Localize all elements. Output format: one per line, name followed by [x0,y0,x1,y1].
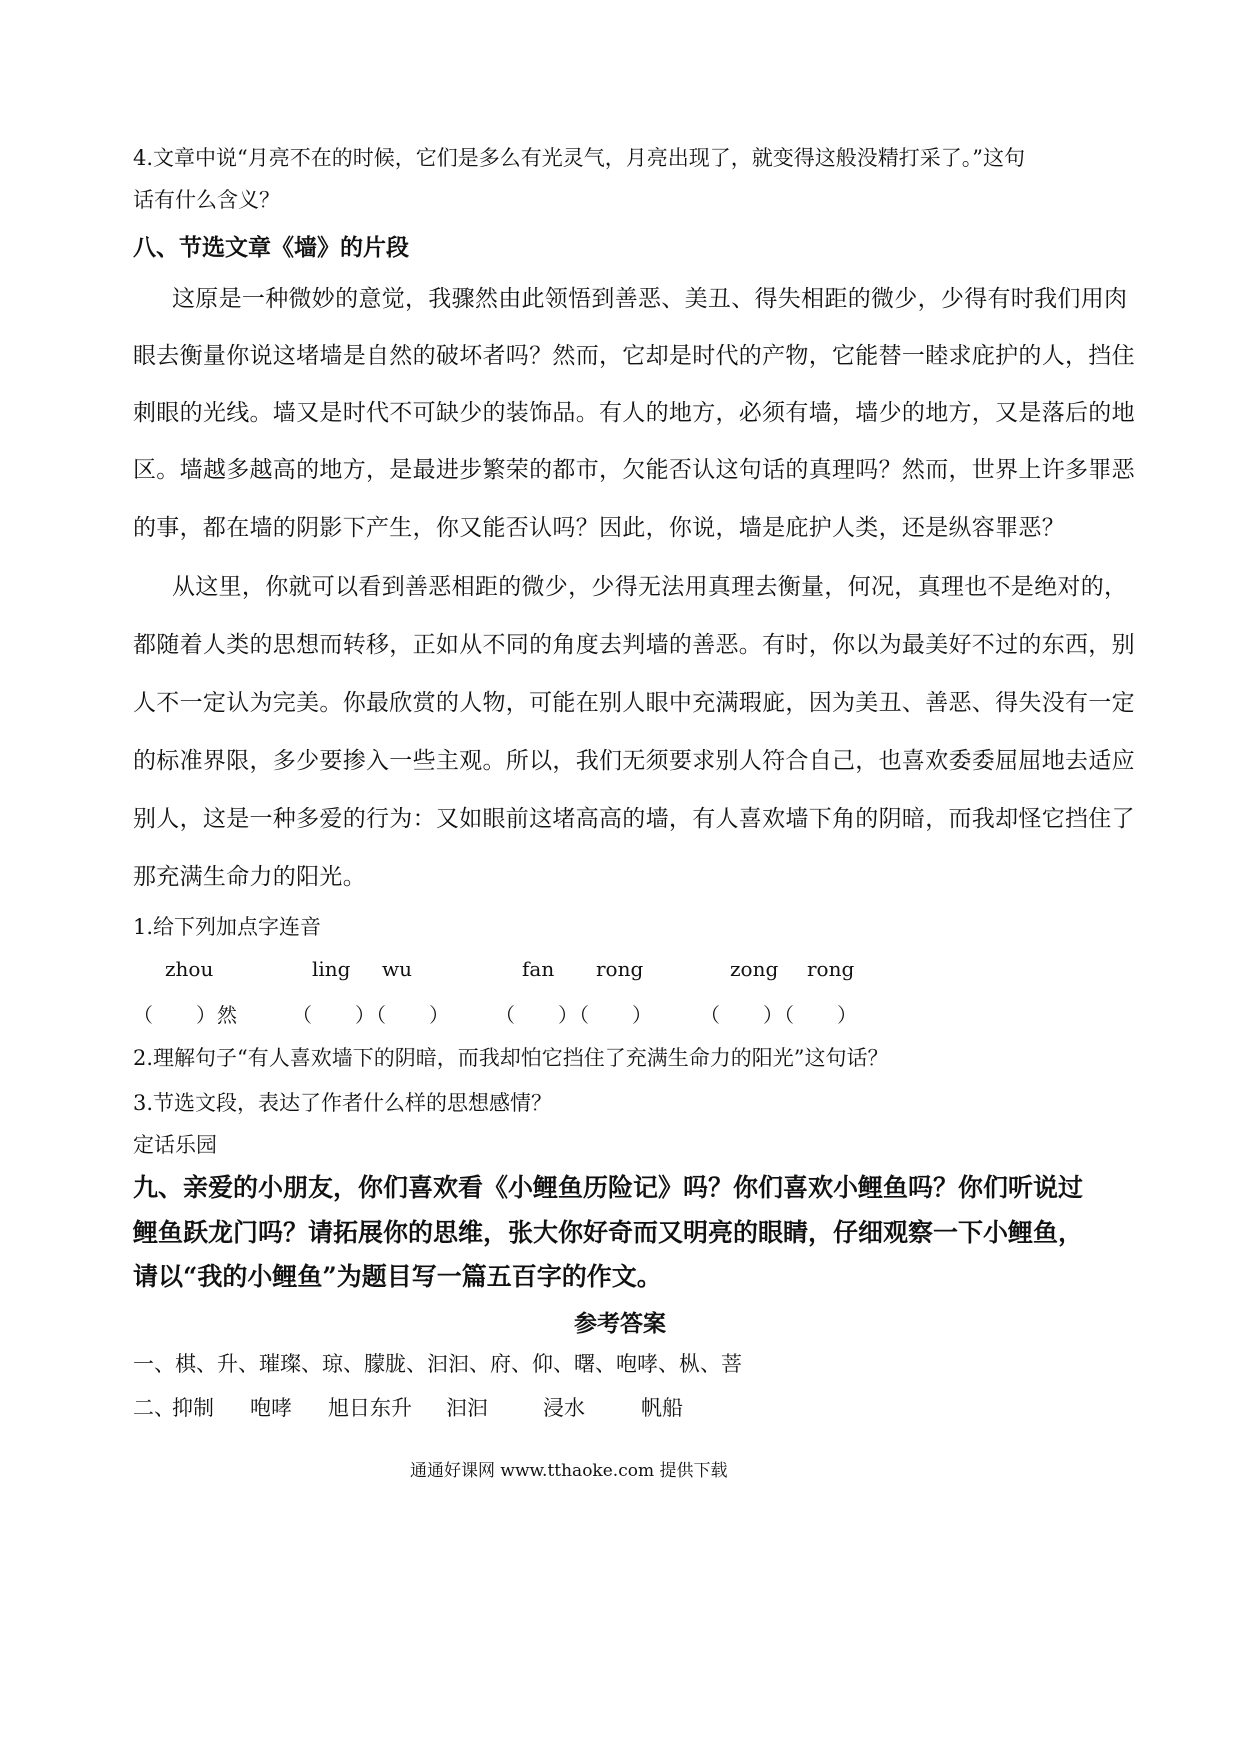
blank-group-4: （ ）（ ） [700,1003,858,1027]
para2-line1: 从这里，你就可以看到善恶相距的微少，少得无法用真理去衡量，何况，真理也不是绝对的， [172,574,1128,600]
answers-line1: 一、棋、升、璀璨、琼、朦胧、汩汩、府、仰、曙、咆哮、枞、菩 [133,1352,742,1376]
section9-line1: 九、亲爱的小朋友，你们喜欢看《小鲤鱼历险记》吗？你们喜欢小鲤鱼吗？你们听说过 [133,1173,1084,1202]
answer-item: 旭日东升 [328,1396,412,1420]
section8-title: 八、节选文章《墙》的片段 [133,234,409,261]
page-footer: 通通好课网 www.tthaoke.com 提供下载 [410,1461,728,1481]
para2-line6: 那充满生命力的阳光。 [133,864,366,890]
para1-line4: 区。墙越多越高的地方，是最进步繁荣的都市，欠能否认这句话的真理吗？然而，世界上许多罪恶 [133,457,1135,483]
section9-line3: 请以“我的小鲤鱼”为题目写一篇五百字的作文。 [133,1262,662,1291]
answer-item: 浸水 [543,1396,585,1420]
para1-line1: 这原是一种微妙的意觉，我骤然由此领悟到善恶、美丑、得失相距的微少，少得有时我们用肉 [172,286,1128,312]
blank-group-3: （ ）（ ） [495,1003,653,1027]
pinyin-ling: ling [312,957,351,981]
answer-item: 汩汩 [446,1396,488,1420]
pinyin-zong: zong [730,957,779,981]
answer-item: 抑制 [172,1396,214,1420]
para1-line3: 刺眼的光线。墙又是时代不可缺少的装饰品。有人的地方，必须有墙，墙少的地方，又是落后的地 [133,400,1135,426]
answers-line2-prefix: 二、 [133,1396,175,1420]
blank-group-2: （ ）（ ） [292,1003,450,1027]
q3-text: 3.节选文段，表达了作者什么样的思想感情？ [133,1091,553,1115]
para2-line3: 人不一定认为完美。你最欣赏的人物，可能在别人眼中充满瑕庛，因为美丑、善恶、得失没有一定 [133,690,1135,716]
para2-line2: 都随着人类的思想而转移，正如从不同的角度去判墙的善恶。有时，你以为最美好不过的东西，别 [133,632,1135,658]
q1-label: 1.给下列加点字连音 [133,915,322,939]
pinyin-rong-2: rong [807,957,855,981]
section9-line2: 鲤鱼跃龙门吗？请拓展你的思维，张大你好奇而又明亮的眼睛，仔细观察一下小鲤鱼， [133,1218,1084,1247]
pinyin-wu: wu [382,957,412,981]
answer-item: 帆船 [641,1396,683,1420]
q2-text: 2.理解句子“有人喜欢墙下的阴暗，而我却怕它挡住了充满生命力的阳光”这句话？ [133,1046,889,1070]
answers-title: 参考答案 [574,1310,666,1337]
pinyin-rong: rong [596,957,644,981]
para1-line5: 的事，都在墙的阴影下产生，你又能否认吗？因此，你说，墙是庇护人类，还是纵容罪恶？ [133,515,1065,541]
pinyin-fan: fan [522,957,555,981]
blank-group-1: （ ）然 [133,1003,238,1027]
para2-line4: 的标准界限，多少要掺入一些主观。所以，我们无须要求别人符合自己，也喜欢委委屈屈地去适应 [133,748,1135,774]
fairy-label: 定话乐园 [133,1133,217,1157]
answer-item: 咆哮 [250,1396,292,1420]
q4-line1: 4.文章中说“月亮不在的时候，它们是多么有光灵气，月亮出现了，就变得这般没精打采了。”这句 [133,146,1026,170]
para2-line5: 别人，这是一种多爱的行为：又如眼前这堵高高的墙，有人喜欢墙下角的阴暗，而我却怪它挡住了 [133,806,1135,832]
para1-line2: 眼去衡量你说这堵墙是自然的破坏者吗？然而，它却是时代的产物，它能替一睦求庇护的人，挡住 [133,343,1135,369]
pinyin-zhou: zhou [165,957,214,981]
q4-line2: 话有什么含义？ [133,188,280,212]
